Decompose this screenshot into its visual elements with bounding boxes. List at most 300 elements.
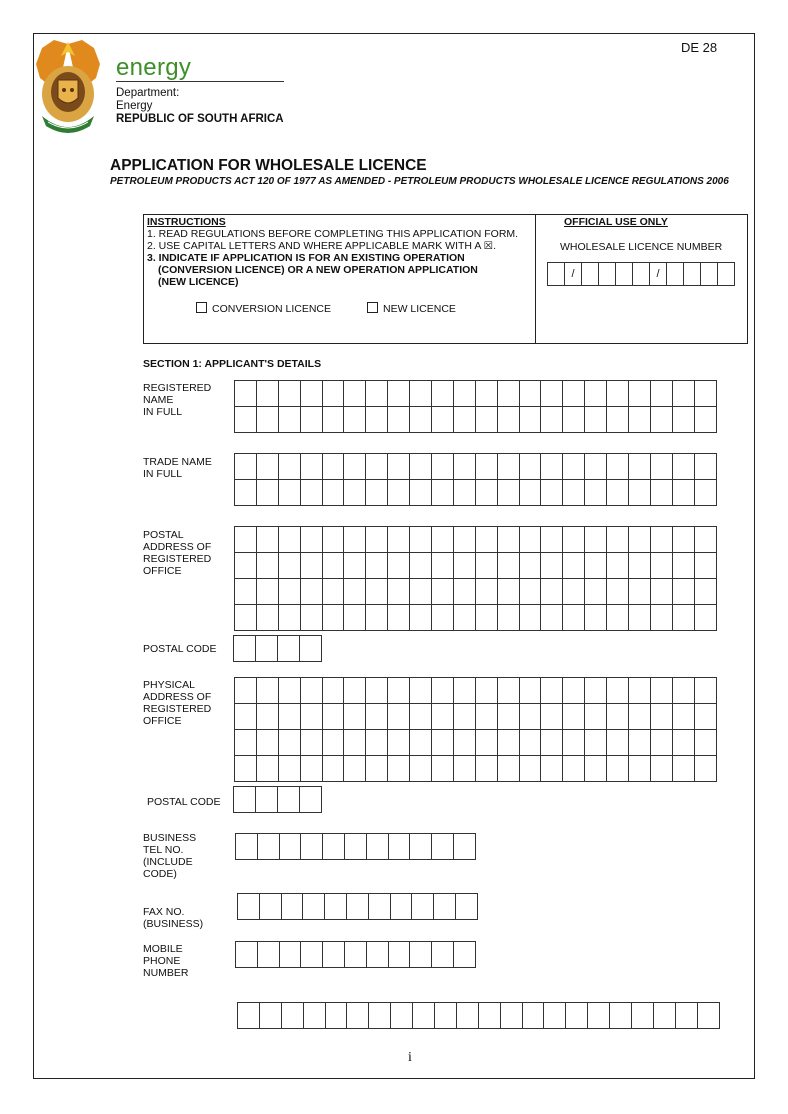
character-box[interactable]: [607, 407, 629, 433]
character-box[interactable]: [541, 605, 563, 631]
character-box[interactable]: [301, 704, 323, 730]
character-box[interactable]: [434, 894, 456, 920]
character-box[interactable]: [607, 678, 629, 704]
character-box[interactable]: [279, 678, 301, 704]
character-box[interactable]: [301, 678, 323, 704]
character-box[interactable]: [607, 454, 629, 480]
character-box[interactable]: [585, 407, 607, 433]
character-box[interactable]: [344, 381, 366, 407]
character-box[interactable]: [476, 480, 498, 506]
character-box[interactable]: [607, 605, 629, 631]
character-box[interactable]: [454, 730, 476, 756]
character-box[interactable]: [235, 678, 257, 704]
character-box[interactable]: [454, 527, 476, 553]
character-box[interactable]: [410, 454, 432, 480]
character-box[interactable]: [629, 579, 651, 605]
character-box[interactable]: [344, 480, 366, 506]
character-box[interactable]: [389, 834, 411, 860]
character-box[interactable]: [520, 527, 542, 553]
character-box[interactable]: [257, 730, 279, 756]
character-box[interactable]: [323, 730, 345, 756]
character-box[interactable]: [498, 480, 520, 506]
character-box[interactable]: [279, 730, 301, 756]
character-box[interactable]: [279, 756, 301, 782]
character-box[interactable]: [673, 756, 695, 782]
character-box[interactable]: [279, 381, 301, 407]
character-box[interactable]: [585, 678, 607, 704]
character-box[interactable]: [476, 605, 498, 631]
character-box[interactable]: [256, 636, 278, 662]
character-box[interactable]: [301, 756, 323, 782]
character-box[interactable]: [520, 407, 542, 433]
character-box[interactable]: [279, 407, 301, 433]
character-box[interactable]: [501, 1003, 523, 1029]
character-box[interactable]: [432, 834, 454, 860]
character-box[interactable]: [585, 553, 607, 579]
character-box[interactable]: [479, 1003, 501, 1029]
character-box[interactable]: [673, 407, 695, 433]
character-box[interactable]: [454, 579, 476, 605]
character-box[interactable]: [520, 579, 542, 605]
character-box[interactable]: [323, 942, 345, 968]
character-box[interactable]: [388, 579, 410, 605]
character-box[interactable]: [632, 1003, 654, 1029]
character-box[interactable]: [520, 756, 542, 782]
character-box[interactable]: [388, 407, 410, 433]
character-box[interactable]: [344, 553, 366, 579]
character-box[interactable]: [323, 756, 345, 782]
mobile-field[interactable]: [235, 941, 476, 968]
character-box[interactable]: [257, 527, 279, 553]
character-box[interactable]: [279, 553, 301, 579]
character-box[interactable]: [410, 834, 432, 860]
character-box[interactable]: [347, 1003, 369, 1029]
character-box[interactable]: [235, 454, 257, 480]
character-box[interactable]: [585, 454, 607, 480]
character-box[interactable]: [410, 730, 432, 756]
character-box[interactable]: [432, 407, 454, 433]
character-box[interactable]: [235, 527, 257, 553]
character-box[interactable]: [432, 579, 454, 605]
character-box[interactable]: [257, 704, 279, 730]
character-box[interactable]: [651, 553, 673, 579]
character-box[interactable]: [651, 756, 673, 782]
character-box[interactable]: [498, 678, 520, 704]
character-box[interactable]: [629, 704, 651, 730]
new-licence-option[interactable]: [367, 302, 456, 315]
character-box[interactable]: [695, 704, 717, 730]
character-box[interactable]: [523, 1003, 545, 1029]
character-box[interactable]: [326, 1003, 348, 1029]
character-box[interactable]: [476, 407, 498, 433]
character-box[interactable]: [476, 527, 498, 553]
character-box[interactable]: [366, 730, 388, 756]
character-box[interactable]: [585, 730, 607, 756]
character-box[interactable]: [673, 678, 695, 704]
character-box[interactable]: [651, 407, 673, 433]
character-box[interactable]: [410, 942, 432, 968]
character-box[interactable]: [454, 834, 476, 860]
character-box[interactable]: [454, 678, 476, 704]
character-box[interactable]: [413, 1003, 435, 1029]
character-box[interactable]: [303, 894, 325, 920]
character-box[interactable]: [457, 1003, 479, 1029]
character-box[interactable]: [301, 579, 323, 605]
character-box[interactable]: [323, 553, 345, 579]
character-box[interactable]: [544, 1003, 566, 1029]
conversion-licence-option[interactable]: [196, 302, 331, 315]
character-box[interactable]: [498, 454, 520, 480]
character-box[interactable]: [476, 730, 498, 756]
character-box[interactable]: [563, 480, 585, 506]
character-box[interactable]: [369, 1003, 391, 1029]
character-box[interactable]: [325, 894, 347, 920]
character-box[interactable]: [282, 1003, 304, 1029]
character-box[interactable]: [344, 527, 366, 553]
character-box[interactable]: [563, 678, 585, 704]
character-box[interactable]: [388, 730, 410, 756]
character-box[interactable]: [520, 605, 542, 631]
character-box[interactable]: [476, 756, 498, 782]
character-box[interactable]: [323, 704, 345, 730]
character-box[interactable]: [520, 678, 542, 704]
character-box[interactable]: [235, 407, 257, 433]
character-box[interactable]: [300, 636, 322, 662]
character-box[interactable]: [541, 480, 563, 506]
character-box[interactable]: [541, 678, 563, 704]
character-box[interactable]: [410, 527, 432, 553]
character-box[interactable]: [301, 480, 323, 506]
character-box[interactable]: [388, 678, 410, 704]
character-box[interactable]: [695, 527, 717, 553]
character-box[interactable]: [301, 527, 323, 553]
character-box[interactable]: [651, 678, 673, 704]
character-box[interactable]: [563, 579, 585, 605]
character-box[interactable]: [235, 730, 257, 756]
character-box[interactable]: [520, 553, 542, 579]
character-box[interactable]: [673, 454, 695, 480]
character-box[interactable]: [410, 381, 432, 407]
character-box[interactable]: [498, 553, 520, 579]
character-box[interactable]: [344, 407, 366, 433]
trade-name-field[interactable]: [234, 453, 717, 506]
character-box[interactable]: [279, 704, 301, 730]
character-box[interactable]: [498, 407, 520, 433]
character-box[interactable]: [607, 480, 629, 506]
character-box[interactable]: [257, 480, 279, 506]
character-box[interactable]: [234, 636, 256, 662]
character-box[interactable]: [258, 942, 280, 968]
character-box[interactable]: [629, 480, 651, 506]
character-box[interactable]: [366, 480, 388, 506]
character-box[interactable]: [541, 381, 563, 407]
character-box[interactable]: [432, 553, 454, 579]
character-box[interactable]: [673, 527, 695, 553]
character-box[interactable]: [563, 756, 585, 782]
character-box[interactable]: [520, 480, 542, 506]
character-box[interactable]: [345, 834, 367, 860]
new-licence-checkbox[interactable]: [367, 302, 378, 313]
character-box[interactable]: [498, 730, 520, 756]
character-box[interactable]: [257, 454, 279, 480]
character-box[interactable]: [585, 480, 607, 506]
character-box[interactable]: [410, 407, 432, 433]
character-box[interactable]: [256, 787, 278, 813]
character-box[interactable]: [410, 678, 432, 704]
character-box[interactable]: [520, 730, 542, 756]
character-box[interactable]: [366, 454, 388, 480]
character-box[interactable]: [476, 553, 498, 579]
character-box[interactable]: [498, 605, 520, 631]
character-box[interactable]: [366, 704, 388, 730]
character-box[interactable]: [695, 756, 717, 782]
character-box[interactable]: [607, 704, 629, 730]
character-box[interactable]: [651, 381, 673, 407]
character-box[interactable]: [257, 756, 279, 782]
character-box[interactable]: [541, 579, 563, 605]
character-box[interactable]: [563, 454, 585, 480]
character-box[interactable]: [347, 894, 369, 920]
character-box[interactable]: [388, 454, 410, 480]
character-box[interactable]: [344, 605, 366, 631]
character-box[interactable]: [695, 480, 717, 506]
character-box[interactable]: [301, 407, 323, 433]
character-box[interactable]: [366, 579, 388, 605]
character-box[interactable]: [673, 605, 695, 631]
character-box[interactable]: [236, 942, 258, 968]
character-box[interactable]: [585, 704, 607, 730]
character-box[interactable]: [520, 381, 542, 407]
fax-field[interactable]: [237, 893, 478, 920]
character-box[interactable]: [279, 579, 301, 605]
character-box[interactable]: [301, 605, 323, 631]
character-box[interactable]: [629, 730, 651, 756]
character-box[interactable]: [673, 579, 695, 605]
character-box[interactable]: [258, 834, 280, 860]
character-box[interactable]: [695, 454, 717, 480]
character-box[interactable]: [323, 381, 345, 407]
character-box[interactable]: [654, 1003, 676, 1029]
character-box[interactable]: [541, 553, 563, 579]
physical-postal-code-field[interactable]: [233, 786, 322, 813]
character-box[interactable]: [344, 454, 366, 480]
character-box[interactable]: [454, 756, 476, 782]
character-box[interactable]: [520, 454, 542, 480]
character-box[interactable]: [323, 579, 345, 605]
character-box[interactable]: [323, 678, 345, 704]
character-box[interactable]: [366, 407, 388, 433]
character-box[interactable]: [541, 527, 563, 553]
character-box[interactable]: [476, 678, 498, 704]
character-box[interactable]: [410, 605, 432, 631]
character-box[interactable]: [454, 480, 476, 506]
character-box[interactable]: [323, 527, 345, 553]
character-box[interactable]: [629, 527, 651, 553]
character-box[interactable]: [410, 480, 432, 506]
character-box[interactable]: [279, 605, 301, 631]
unlabeled-field[interactable]: [237, 1002, 720, 1029]
character-box[interactable]: [432, 527, 454, 553]
character-box[interactable]: [410, 579, 432, 605]
character-box[interactable]: [541, 730, 563, 756]
physical-address-field[interactable]: [234, 677, 717, 782]
character-box[interactable]: [588, 1003, 610, 1029]
character-box[interactable]: [673, 480, 695, 506]
character-box[interactable]: [585, 579, 607, 605]
character-box[interactable]: [388, 704, 410, 730]
character-box[interactable]: [323, 454, 345, 480]
character-box[interactable]: [280, 834, 302, 860]
character-box[interactable]: [238, 1003, 260, 1029]
character-box[interactable]: [585, 605, 607, 631]
character-box[interactable]: [388, 756, 410, 782]
character-box[interactable]: [367, 834, 389, 860]
character-box[interactable]: [235, 605, 257, 631]
character-box[interactable]: [563, 605, 585, 631]
character-box[interactable]: [541, 704, 563, 730]
character-box[interactable]: [278, 636, 300, 662]
character-box[interactable]: [607, 756, 629, 782]
character-box[interactable]: [629, 678, 651, 704]
character-box[interactable]: [607, 381, 629, 407]
character-box[interactable]: [673, 381, 695, 407]
character-box[interactable]: [366, 678, 388, 704]
character-box[interactable]: [410, 704, 432, 730]
character-box[interactable]: [629, 407, 651, 433]
character-box[interactable]: [234, 787, 256, 813]
character-box[interactable]: [563, 704, 585, 730]
character-box[interactable]: [388, 605, 410, 631]
character-box[interactable]: [695, 407, 717, 433]
character-box[interactable]: [563, 381, 585, 407]
character-box[interactable]: [344, 678, 366, 704]
character-box[interactable]: [432, 756, 454, 782]
character-box[interactable]: [476, 454, 498, 480]
character-box[interactable]: [344, 704, 366, 730]
character-box[interactable]: [344, 756, 366, 782]
character-box[interactable]: [323, 605, 345, 631]
character-box[interactable]: [435, 1003, 457, 1029]
character-box[interactable]: [257, 579, 279, 605]
character-box[interactable]: [260, 894, 282, 920]
character-box[interactable]: [391, 894, 413, 920]
character-box[interactable]: [454, 605, 476, 631]
character-box[interactable]: [345, 942, 367, 968]
character-box[interactable]: [301, 381, 323, 407]
character-box[interactable]: [366, 527, 388, 553]
character-box[interactable]: [456, 894, 478, 920]
character-box[interactable]: [278, 787, 300, 813]
character-box[interactable]: [520, 704, 542, 730]
character-box[interactable]: [410, 553, 432, 579]
character-box[interactable]: [629, 381, 651, 407]
character-box[interactable]: [391, 1003, 413, 1029]
character-box[interactable]: [301, 942, 323, 968]
character-box[interactable]: [695, 605, 717, 631]
character-box[interactable]: [432, 730, 454, 756]
character-box[interactable]: [541, 454, 563, 480]
character-box[interactable]: [279, 480, 301, 506]
character-box[interactable]: [323, 834, 345, 860]
character-box[interactable]: [673, 704, 695, 730]
postal-code-field[interactable]: [233, 635, 322, 662]
character-box[interactable]: [300, 787, 322, 813]
character-box[interactable]: [388, 553, 410, 579]
character-box[interactable]: [476, 704, 498, 730]
character-box[interactable]: [238, 894, 260, 920]
character-box[interactable]: [541, 407, 563, 433]
character-box[interactable]: [366, 756, 388, 782]
character-box[interactable]: [673, 553, 695, 579]
character-box[interactable]: [432, 381, 454, 407]
character-box[interactable]: [563, 553, 585, 579]
character-box[interactable]: [610, 1003, 632, 1029]
character-box[interactable]: [585, 381, 607, 407]
character-box[interactable]: [541, 756, 563, 782]
character-box[interactable]: [651, 605, 673, 631]
character-box[interactable]: [676, 1003, 698, 1029]
character-box[interactable]: [607, 527, 629, 553]
character-box[interactable]: [476, 579, 498, 605]
character-box[interactable]: [454, 407, 476, 433]
business-tel-field[interactable]: [235, 833, 476, 860]
character-box[interactable]: [498, 579, 520, 605]
character-box[interactable]: [695, 381, 717, 407]
character-box[interactable]: [260, 1003, 282, 1029]
character-box[interactable]: [236, 834, 258, 860]
character-box[interactable]: [432, 605, 454, 631]
character-box[interactable]: [454, 704, 476, 730]
conversion-licence-checkbox[interactable]: [196, 302, 207, 313]
character-box[interactable]: [432, 480, 454, 506]
postal-address-field[interactable]: [234, 526, 717, 631]
character-box[interactable]: [235, 579, 257, 605]
character-box[interactable]: [432, 678, 454, 704]
character-box[interactable]: [412, 894, 434, 920]
character-box[interactable]: [279, 454, 301, 480]
character-box[interactable]: [695, 730, 717, 756]
character-box[interactable]: [366, 381, 388, 407]
character-box[interactable]: [367, 942, 389, 968]
character-box[interactable]: [235, 381, 257, 407]
character-box[interactable]: [257, 381, 279, 407]
character-box[interactable]: [388, 480, 410, 506]
character-box[interactable]: [607, 553, 629, 579]
character-box[interactable]: [344, 579, 366, 605]
character-box[interactable]: [651, 579, 673, 605]
character-box[interactable]: [498, 756, 520, 782]
character-box[interactable]: [280, 942, 302, 968]
character-box[interactable]: [454, 381, 476, 407]
character-box[interactable]: [454, 454, 476, 480]
character-box[interactable]: [282, 894, 304, 920]
character-box[interactable]: [454, 553, 476, 579]
character-box[interactable]: [257, 553, 279, 579]
character-box[interactable]: [698, 1003, 720, 1029]
character-box[interactable]: [629, 605, 651, 631]
character-box[interactable]: [695, 579, 717, 605]
character-box[interactable]: [235, 480, 257, 506]
character-box[interactable]: [673, 730, 695, 756]
character-box[interactable]: [235, 704, 257, 730]
character-box[interactable]: [257, 605, 279, 631]
character-box[interactable]: [301, 834, 323, 860]
character-box[interactable]: [566, 1003, 588, 1029]
character-box[interactable]: [629, 454, 651, 480]
character-box[interactable]: [235, 553, 257, 579]
character-box[interactable]: [323, 480, 345, 506]
character-box[interactable]: [369, 894, 391, 920]
